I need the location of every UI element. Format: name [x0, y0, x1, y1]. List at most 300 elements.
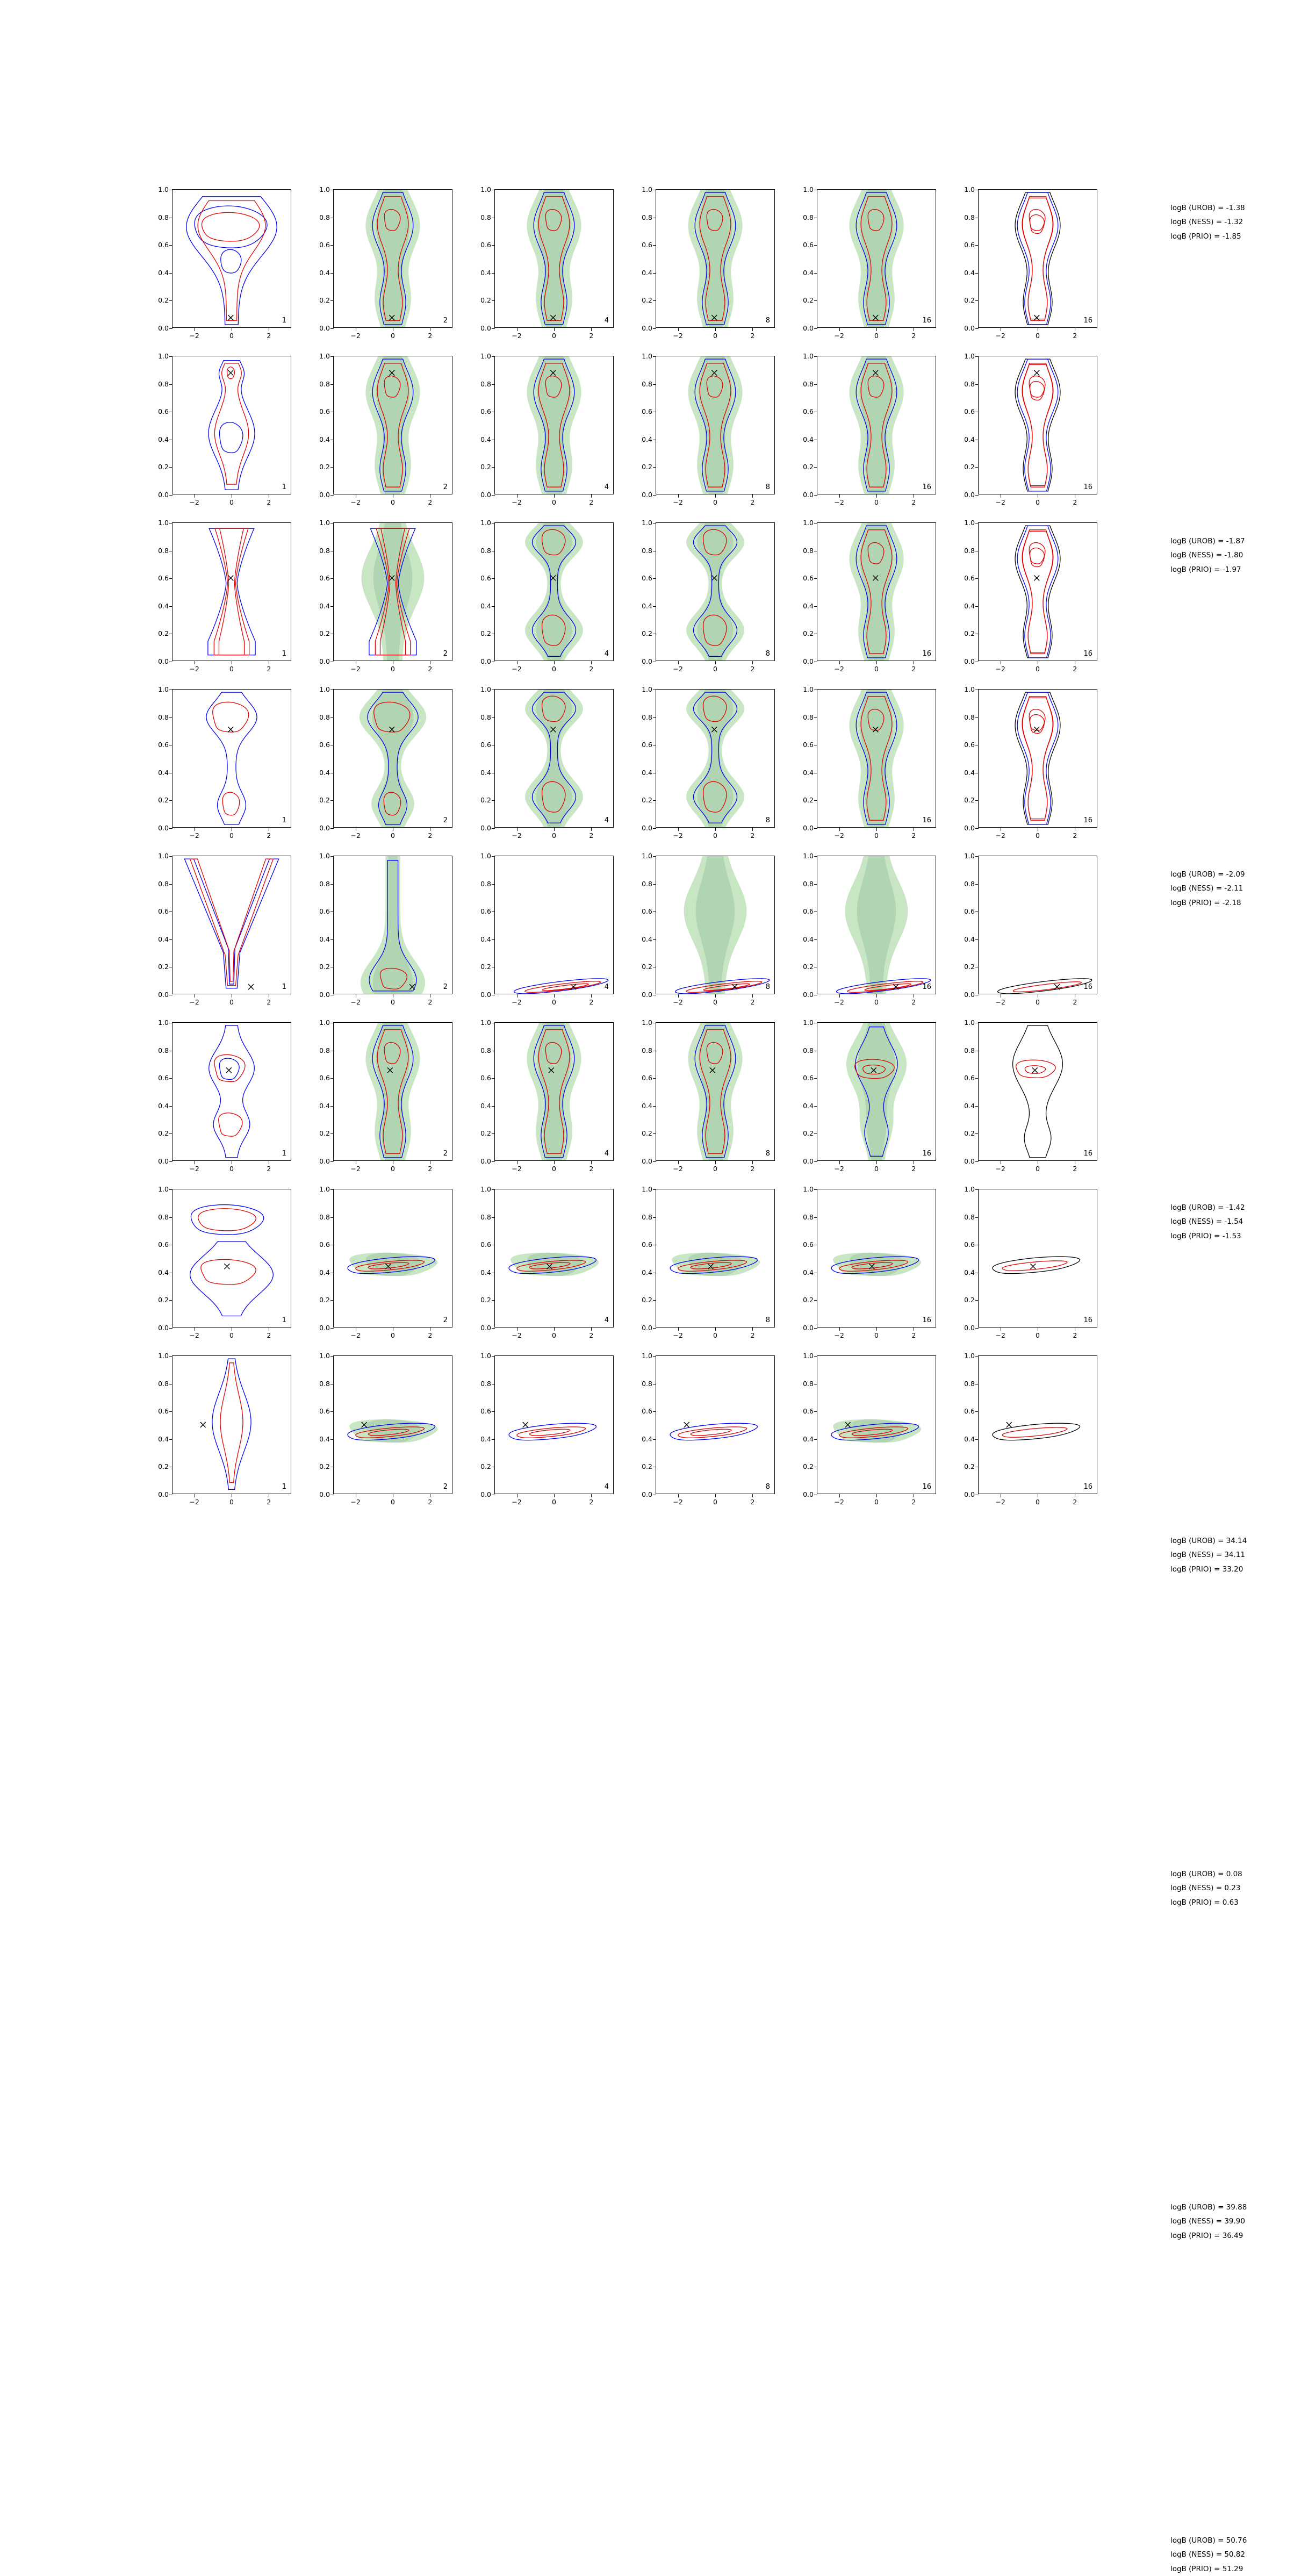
- panel-cell: [469, 185, 630, 356]
- y-tick-label: 1.0: [803, 1018, 814, 1027]
- x-tick-label: 0: [229, 332, 234, 340]
- contour-panel: [964, 1185, 1097, 1332]
- panel-corner-label: 8: [765, 1483, 770, 1491]
- logb-annotation: logB (UROB) = -1.42: [1170, 1203, 1245, 1212]
- y-tick-label: 0.4: [158, 268, 169, 277]
- contour-panel: [319, 518, 452, 665]
- x-tick: [678, 1494, 679, 1497]
- x-tick-label: 0: [713, 1498, 717, 1506]
- y-tick: [814, 467, 817, 468]
- y-tick-label: 0.8: [480, 1212, 491, 1221]
- y-tick-label: 0.0: [158, 1490, 169, 1498]
- contour-panel: [480, 351, 614, 499]
- y-tick-label: 1.0: [158, 851, 169, 860]
- y-tick: [975, 356, 979, 357]
- y-tick-label: 0.0: [642, 1490, 652, 1498]
- x-tick-label: 2: [911, 1165, 916, 1173]
- logb-annotation: logB (PRIO) = 36.49: [1170, 2231, 1243, 2240]
- logb-annotation: logB (PRIO) = -1.53: [1170, 1231, 1241, 1240]
- y-tick-label: 0.2: [480, 1129, 491, 1138]
- logb-annotation: logB (NESS) = 50.82: [1170, 2550, 1245, 2559]
- x-tick-label: 0: [713, 332, 717, 340]
- truth-marker: [1034, 370, 1039, 376]
- y-tick: [653, 1300, 656, 1301]
- x-tick-label: 2: [1073, 665, 1077, 673]
- x-tick: [554, 1161, 555, 1164]
- y-tick-label: 0.4: [319, 1434, 330, 1443]
- x-tick-label: −2: [834, 1165, 844, 1173]
- x-tick: [715, 661, 716, 664]
- panel-cell: [791, 1018, 952, 1189]
- y-tick-label: 0.4: [803, 601, 814, 610]
- y-tick-label: 0.2: [964, 1462, 975, 1471]
- y-tick: [814, 606, 817, 607]
- panel-corner-label: 1: [282, 317, 286, 325]
- y-tick-label: 0.0: [964, 324, 975, 332]
- y-tick-label: 1.0: [319, 1185, 330, 1193]
- x-tick-label: 2: [750, 498, 755, 506]
- panel-corner-label: 16: [1083, 1316, 1092, 1324]
- y-tick: [330, 884, 334, 885]
- y-tick: [975, 1411, 979, 1412]
- y-tick-label: 0.0: [964, 1157, 975, 1165]
- x-tick-label: 0: [713, 1165, 717, 1173]
- panel-corner-label: 2: [443, 1483, 448, 1491]
- panel-cell: [791, 351, 952, 522]
- y-tick-label: 0.0: [480, 823, 491, 832]
- y-tick-label: 1.0: [803, 685, 814, 693]
- y-tick: [653, 1078, 656, 1079]
- y-tick: [492, 356, 495, 357]
- panel-cell: [952, 1351, 1113, 1522]
- y-tick-label: 1.0: [480, 1185, 491, 1193]
- y-tick-label: 0.4: [642, 601, 652, 610]
- logb-annotation: logB (UROB) = -1.38: [1170, 204, 1245, 212]
- y-tick: [814, 1133, 817, 1134]
- panel-corner-label: 16: [1083, 816, 1092, 824]
- x-tick: [554, 828, 555, 831]
- x-tick-label: −2: [512, 498, 522, 506]
- y-tick-label: 1.0: [480, 185, 491, 193]
- contour-panel: [642, 851, 775, 999]
- y-tick-label: 0.6: [480, 1073, 491, 1082]
- y-tick: [653, 578, 656, 579]
- x-tick-label: 0: [391, 1165, 395, 1173]
- y-tick: [169, 800, 172, 801]
- x-tick-label: −2: [673, 1331, 683, 1339]
- y-tick-label: 0.2: [964, 796, 975, 805]
- panel-cell: [307, 1351, 469, 1522]
- panel-cell: [469, 1351, 630, 1522]
- x-tick-label: −2: [834, 1331, 844, 1339]
- y-tick-label: 0.2: [642, 796, 652, 805]
- x-tick: [839, 1494, 840, 1497]
- y-tick-label: 0.6: [803, 407, 814, 415]
- y-tick: [814, 273, 817, 274]
- y-tick-label: 0.4: [480, 1268, 491, 1276]
- y-tick-label: 0.4: [803, 1268, 814, 1276]
- panel-cell: [630, 351, 791, 522]
- x-tick-label: 2: [267, 1165, 271, 1173]
- y-tick-label: 0.4: [158, 1434, 169, 1443]
- x-tick-label: 2: [428, 1331, 433, 1339]
- panel-corner-label: 16: [1083, 1150, 1092, 1158]
- contour-panel: [319, 1018, 452, 1165]
- panel-corner-label: 2: [443, 1316, 448, 1324]
- y-tick-label: 1.0: [642, 1018, 652, 1027]
- y-tick-label: 0.2: [319, 629, 330, 638]
- y-tick-label: 0.6: [642, 240, 652, 249]
- y-tick-label: 0.0: [158, 990, 169, 999]
- y-tick-label: 0.8: [803, 1379, 814, 1388]
- x-tick: [554, 661, 555, 664]
- x-tick-label: 2: [750, 665, 755, 673]
- x-axis: [817, 828, 936, 844]
- contour-panel: [480, 185, 614, 332]
- x-axis: [494, 994, 614, 1010]
- y-tick-label: 0.8: [803, 379, 814, 388]
- y-tick-label: 0.8: [964, 1046, 975, 1054]
- y-tick-label: 0.8: [480, 546, 491, 555]
- contour-panel: [803, 1351, 936, 1498]
- y-tick: [330, 1411, 334, 1412]
- contour-panel: [319, 351, 452, 499]
- x-axis: [656, 1328, 775, 1344]
- y-tick-label: 0.6: [964, 740, 975, 749]
- y-tick-label: 0.8: [480, 213, 491, 221]
- logb-annotation: logB (PRIO) = 33.20: [1170, 1565, 1243, 1574]
- y-tick-label: 0.8: [158, 1046, 169, 1054]
- x-axis: [172, 1328, 291, 1344]
- x-tick-label: 2: [1073, 831, 1077, 839]
- y-tick: [330, 1300, 334, 1301]
- x-tick-label: 2: [1073, 498, 1077, 506]
- x-tick-label: −2: [512, 1165, 522, 1173]
- panel-cell: [630, 851, 791, 1022]
- truth-marker: [732, 984, 737, 989]
- panel-cell: [307, 351, 469, 522]
- panel-cell: [952, 1185, 1113, 1355]
- y-tick-label: 0.0: [803, 1323, 814, 1332]
- panel-cell: [469, 851, 630, 1022]
- panel-cell: [952, 685, 1113, 856]
- panel-corner-label: 4: [604, 650, 609, 658]
- x-tick-label: −2: [673, 498, 683, 506]
- contour-panel: [964, 518, 1097, 665]
- x-axis: [978, 661, 1097, 677]
- y-tick-label: 0.0: [964, 990, 975, 999]
- y-tick: [975, 717, 979, 718]
- x-tick: [554, 1494, 555, 1497]
- y-tick-label: 0.6: [480, 407, 491, 415]
- x-tick-label: −2: [512, 665, 522, 673]
- contour-panel: [964, 685, 1097, 832]
- y-tick-label: 0.4: [803, 435, 814, 443]
- y-tick-label: 1.0: [158, 685, 169, 693]
- logb-annotation: logB (PRIO) = 0.63: [1170, 1898, 1239, 1907]
- y-tick-label: 0.8: [803, 1212, 814, 1221]
- y-tick-label: 0.8: [642, 713, 652, 721]
- x-tick: [591, 1328, 592, 1331]
- x-tick-label: −2: [834, 1498, 844, 1506]
- y-tick-label: 0.6: [964, 573, 975, 582]
- y-tick: [975, 1133, 979, 1134]
- x-tick-label: −2: [995, 1331, 1005, 1339]
- y-tick-label: 0.8: [480, 879, 491, 888]
- x-axis: [172, 494, 291, 511]
- y-tick-label: 1.0: [964, 1185, 975, 1193]
- y-tick-label: 0.4: [480, 935, 491, 943]
- contour-panel: [964, 185, 1097, 332]
- y-tick: [653, 856, 656, 857]
- contour-panel: [803, 685, 936, 832]
- x-tick-label: 0: [552, 831, 556, 839]
- x-tick-label: 0: [713, 498, 717, 506]
- x-tick-label: −2: [350, 1498, 361, 1506]
- y-tick-label: 0.6: [803, 1073, 814, 1082]
- y-tick-label: 0.2: [480, 963, 491, 971]
- y-tick-label: 0.8: [158, 1379, 169, 1388]
- x-axis: [333, 994, 452, 1010]
- panel-corner-label: 16: [1083, 317, 1092, 325]
- y-tick-label: 0.6: [480, 1240, 491, 1248]
- x-tick: [678, 661, 679, 664]
- y-tick-label: 0.2: [319, 463, 330, 471]
- y-tick: [814, 856, 817, 857]
- panel-corner-label: 4: [604, 1483, 609, 1491]
- y-tick-label: 0.6: [158, 573, 169, 582]
- contour-panel: [803, 1018, 936, 1165]
- y-tick-label: 1.0: [319, 851, 330, 860]
- logb-annotation: logB (NESS) = 0.23: [1170, 1884, 1241, 1893]
- contour-panel: [158, 518, 291, 665]
- x-tick-label: −2: [350, 998, 361, 1006]
- y-tick-label: 0.4: [480, 1434, 491, 1443]
- y-tick-label: 0.8: [319, 546, 330, 555]
- truth-marker: [1030, 1264, 1036, 1269]
- x-tick-label: −2: [189, 998, 199, 1006]
- panel-cell: [146, 685, 307, 856]
- y-tick: [975, 1106, 979, 1107]
- y-tick-label: 0.2: [803, 796, 814, 805]
- y-tick-label: 0.2: [158, 629, 169, 638]
- x-tick-label: 2: [911, 1331, 916, 1339]
- x-tick-label: 0: [874, 332, 879, 340]
- y-tick-label: 0.0: [158, 1323, 169, 1332]
- logb-annotation: logB (PRIO) = 51.29: [1170, 2564, 1243, 2573]
- y-tick-label: 0.2: [158, 1462, 169, 1471]
- x-axis: [656, 828, 775, 844]
- panel-cell: [791, 851, 952, 1022]
- y-tick: [169, 939, 172, 940]
- panel-cell: [146, 1018, 307, 1189]
- panel-corner-label: 16: [922, 983, 931, 991]
- y-tick-label: 1.0: [480, 685, 491, 693]
- y-tick-label: 0.2: [158, 796, 169, 805]
- x-tick-label: 0: [874, 998, 879, 1006]
- y-tick-label: 0.8: [158, 713, 169, 721]
- y-tick-label: 0.2: [964, 629, 975, 638]
- x-tick-label: 2: [911, 998, 916, 1006]
- x-axis: [172, 1161, 291, 1177]
- x-tick-label: 2: [428, 1165, 433, 1173]
- logb-annotation: logB (UROB) = 34.14: [1170, 1537, 1247, 1545]
- y-tick-label: 0.8: [803, 213, 814, 221]
- x-tick-label: 2: [589, 332, 594, 340]
- y-tick: [492, 1411, 495, 1412]
- y-tick-label: 0.0: [642, 1157, 652, 1165]
- contour-panel: [803, 351, 936, 499]
- x-tick-label: −2: [673, 332, 683, 340]
- x-axis: [817, 494, 936, 511]
- y-tick-label: 0.0: [319, 1490, 330, 1498]
- y-tick: [975, 939, 979, 940]
- y-tick-label: 1.0: [158, 1018, 169, 1027]
- y-tick-label: 0.0: [480, 1323, 491, 1332]
- y-tick-label: 0.4: [319, 935, 330, 943]
- y-tick: [653, 1411, 656, 1412]
- x-tick-label: 0: [391, 1331, 395, 1339]
- contour-panel-grid: [146, 185, 1247, 2573]
- contour-panel: [158, 1185, 291, 1332]
- y-tick-label: 1.0: [480, 1018, 491, 1027]
- y-tick-label: 0.4: [964, 435, 975, 443]
- panel-corner-label: 2: [443, 317, 448, 325]
- y-tick-label: 1.0: [964, 518, 975, 527]
- y-tick-label: 1.0: [158, 351, 169, 360]
- x-tick-label: 2: [267, 332, 271, 340]
- x-tick-label: 2: [750, 1331, 755, 1339]
- y-tick-label: 0.0: [803, 1157, 814, 1165]
- y-tick-label: 0.8: [158, 879, 169, 888]
- logb-annotation: logB (UROB) = -1.87: [1170, 537, 1245, 546]
- contour-panel: [642, 1351, 775, 1498]
- y-tick-label: 0.4: [964, 268, 975, 277]
- panel-corner-label: 16: [1083, 483, 1092, 491]
- y-tick: [975, 1217, 979, 1218]
- y-tick-label: 0.4: [158, 1101, 169, 1110]
- x-axis: [817, 1328, 936, 1344]
- contour-panel: [964, 851, 1097, 999]
- x-tick-label: 0: [552, 332, 556, 340]
- y-tick-label: 0.2: [642, 963, 652, 971]
- y-tick-label: 0.8: [964, 713, 975, 721]
- contour-panel: [480, 518, 614, 665]
- y-tick-label: 1.0: [158, 1351, 169, 1360]
- panel-cell: [630, 518, 791, 689]
- y-tick-label: 1.0: [964, 351, 975, 360]
- x-tick: [591, 828, 592, 831]
- y-tick: [975, 1300, 979, 1301]
- x-axis: [817, 994, 936, 1010]
- y-tick: [492, 1189, 495, 1190]
- y-tick: [492, 273, 495, 274]
- y-tick-label: 0.2: [964, 963, 975, 971]
- y-tick-label: 0.6: [803, 1240, 814, 1248]
- y-tick: [330, 1106, 334, 1107]
- y-tick: [492, 578, 495, 579]
- logb-annotation: logB (UROB) = 39.88: [1170, 2203, 1247, 2212]
- x-tick-label: 0: [1036, 498, 1040, 506]
- y-tick: [653, 1217, 656, 1218]
- contour-panel: [480, 1018, 614, 1165]
- truth-marker: [224, 1264, 229, 1269]
- y-tick-label: 1.0: [642, 1185, 652, 1193]
- x-axis: [333, 1328, 452, 1344]
- y-tick-label: 0.0: [480, 490, 491, 499]
- contour-panel: [480, 851, 614, 999]
- y-tick-label: 0.8: [480, 1046, 491, 1054]
- y-tick-label: 0.2: [158, 1296, 169, 1304]
- y-tick: [975, 800, 979, 801]
- x-tick-label: 0: [552, 1331, 556, 1339]
- x-tick-label: −2: [350, 332, 361, 340]
- y-tick-label: 1.0: [803, 851, 814, 860]
- x-axis: [333, 661, 452, 677]
- x-tick-label: 2: [589, 1165, 594, 1173]
- y-tick-label: 1.0: [158, 1185, 169, 1193]
- y-tick-label: 0.0: [803, 990, 814, 999]
- truth-marker: [1034, 575, 1039, 580]
- y-tick-label: 0.4: [964, 1434, 975, 1443]
- x-tick-label: 2: [1073, 1165, 1077, 1173]
- y-tick: [814, 1217, 817, 1218]
- x-tick-label: 0: [229, 998, 234, 1006]
- y-tick: [814, 717, 817, 718]
- logb-annotation: logB (NESS) = -1.80: [1170, 551, 1243, 560]
- y-tick-label: 0.0: [803, 490, 814, 499]
- x-tick: [839, 828, 840, 831]
- y-tick-label: 0.2: [158, 963, 169, 971]
- panel-corner-label: 16: [922, 483, 931, 491]
- panel-corner-label: 16: [922, 1316, 931, 1324]
- y-tick-label: 0.4: [158, 1268, 169, 1276]
- y-tick-label: 0.0: [480, 324, 491, 332]
- x-axis: [494, 328, 614, 344]
- y-tick-label: 0.2: [803, 296, 814, 305]
- x-tick: [591, 494, 592, 498]
- panel-corner-label: 16: [922, 816, 931, 824]
- y-tick-label: 0.8: [803, 713, 814, 721]
- truth-marker: [1034, 727, 1039, 732]
- panel-cell: [630, 685, 791, 856]
- x-tick-label: 2: [589, 1498, 594, 1506]
- panel-cell: [469, 1018, 630, 1189]
- y-tick: [975, 300, 979, 301]
- y-tick-label: 1.0: [480, 518, 491, 527]
- y-tick-label: 0.0: [803, 657, 814, 665]
- x-tick-label: 0: [874, 831, 879, 839]
- y-tick-label: 1.0: [642, 1351, 652, 1360]
- y-tick-label: 0.0: [480, 657, 491, 665]
- y-tick-label: 0.4: [319, 1101, 330, 1110]
- y-tick-label: 0.0: [319, 1157, 330, 1165]
- y-tick-label: 0.6: [319, 240, 330, 249]
- y-tick: [653, 884, 656, 885]
- y-tick-label: 0.8: [642, 879, 652, 888]
- panel-corner-label: 4: [604, 1150, 609, 1158]
- y-tick-label: 0.6: [319, 740, 330, 749]
- y-tick-label: 1.0: [964, 1351, 975, 1360]
- y-tick-label: 1.0: [319, 518, 330, 527]
- y-tick-label: 0.6: [803, 1407, 814, 1415]
- y-tick-label: 1.0: [319, 1018, 330, 1027]
- panel-cell: [469, 518, 630, 689]
- x-tick-label: 2: [267, 498, 271, 506]
- y-tick-label: 0.6: [642, 1073, 652, 1082]
- x-tick-label: −2: [834, 498, 844, 506]
- contour-panel: [964, 1351, 1097, 1498]
